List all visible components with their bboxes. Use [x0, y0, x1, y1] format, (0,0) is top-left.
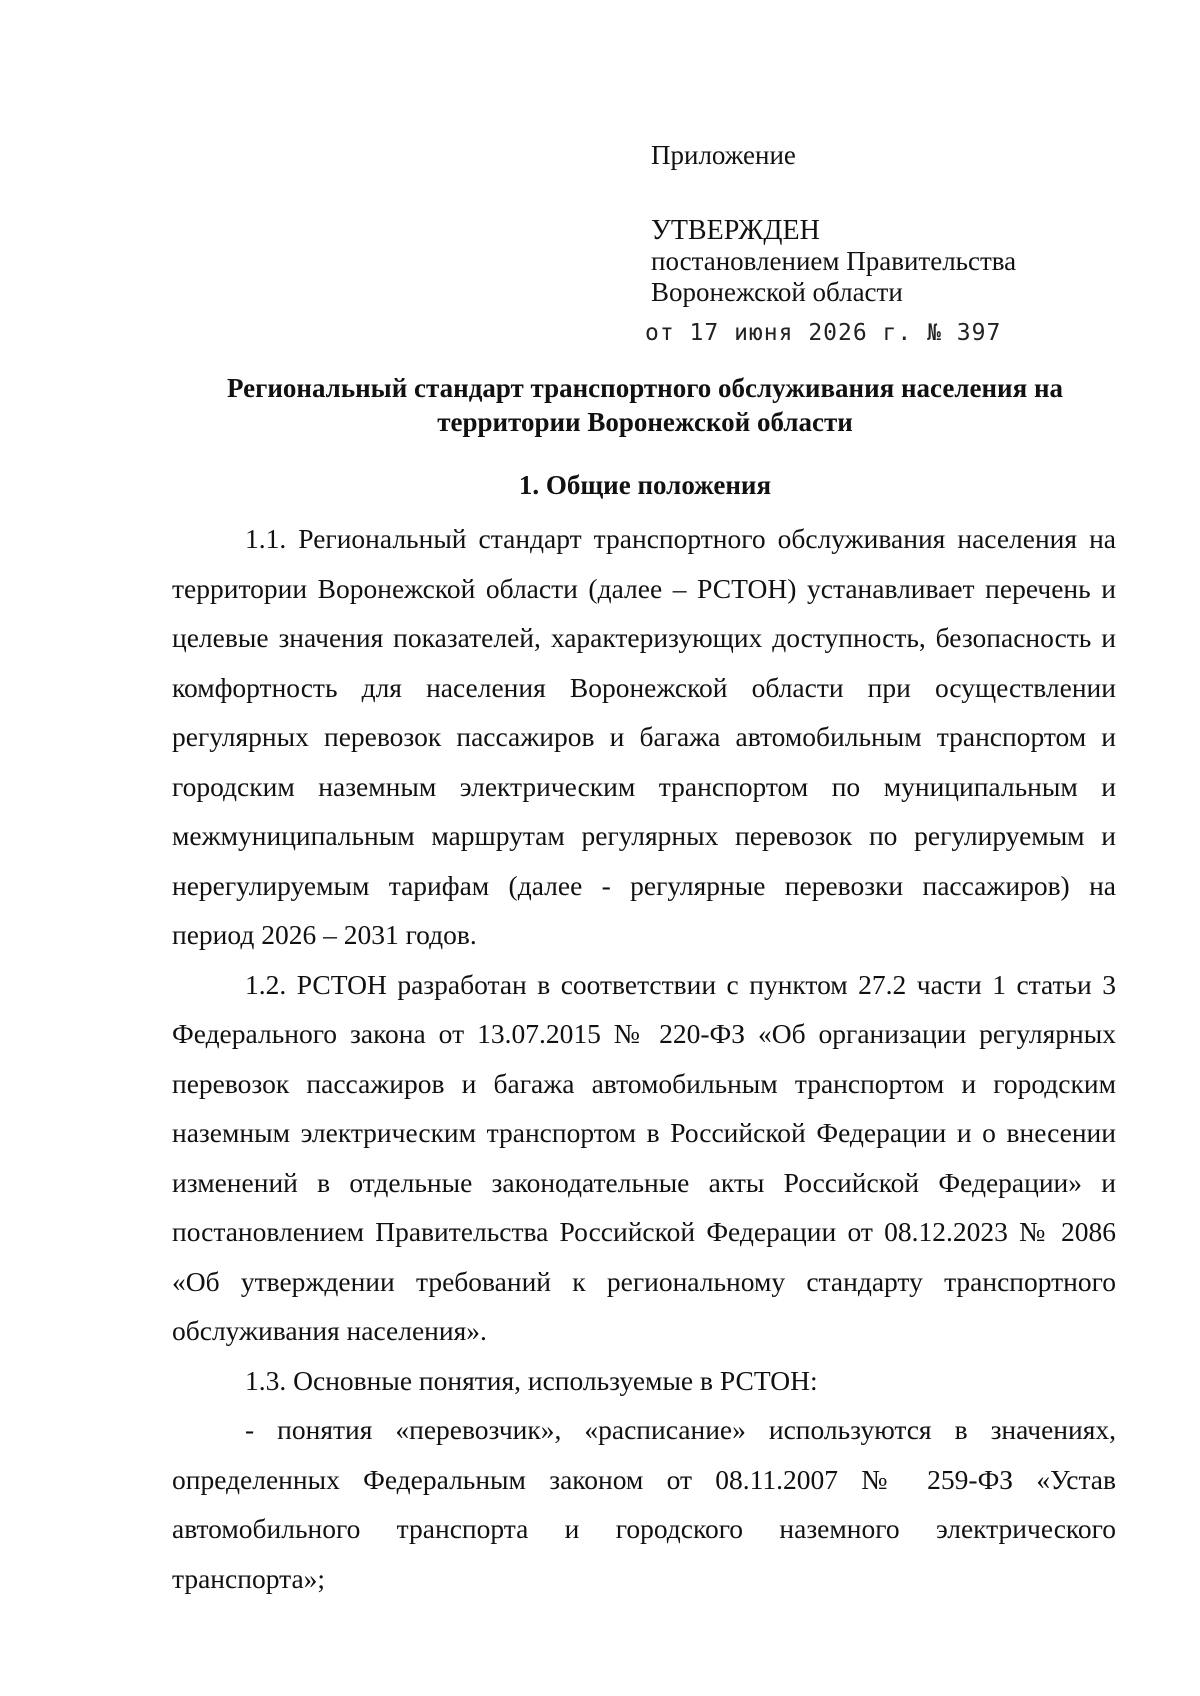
decree-date-number: от 17 июня 2026 г. № 397 [645, 320, 1002, 346]
paragraph-1-3: 1.3. Основные понятия, используемые в РСТОН: [245, 1364, 818, 1396]
approval-line-2: Воронежской области [651, 277, 903, 307]
approved-label: УТВЕРЖДЕН [651, 215, 820, 246]
appendix-label: Приложение [651, 140, 796, 170]
paragraph-definitions: - понятия «перевозчик», «расписание» используются в значениях, определенных Федеральным законом от 08.11.2007 № 259-ФЗ «Устав автомобильного транспорта и городского наземного электрического транспорта»; [172, 1414, 1116, 1594]
paragraph-1-2: 1.2. РСТОН разработан в соответствии с пунктом 27.2 части 1 статьи 3 Федерального закона от 13.07.2015 № 220-ФЗ «Об организации регулярных перевозок пассажиров и багажа автомобильным транспортом и городским наземным электрическим транспортом в Российской Федерации и о внесении изменений в отдельные законодательные акты Российской Федерации» и постановлением Правительства Российской Федерации от 08.12.2023 № 2086 «Об утверждении требований к региональному стандарту транспортного обслуживания населения». [172, 968, 1116, 1346]
document-title: Региональный стандарт транспортного обслуживания населения на территории Воронежской области [226, 373, 1064, 437]
approval-line-1: постановлением Правительства [651, 246, 1017, 276]
section-heading: 1. Общие положения [518, 470, 772, 500]
document-body [172, 514, 1116, 1603]
paragraph-1-1: 1.1. Региональный стандарт транспортного обслуживания населения на территории Воронежской области (далее – РСТОН) устанавливает перечень и целевые значения показателей, характеризующих доступность, безопасность и комфортность для населения Воронежской области при осуществлении регулярных перевозок пассажиров и багажа автомобильным транспортом и городским наземным электрическим транспортом по муниципальным и межмуниципальным маршрутам регулярных перевозок по регулируемым и нерегулируемым тарифам (далее - регулярные перевозки пассажиров) на период 2026 – 2031 годов. [172, 523, 1116, 950]
approval-block [645, 140, 1017, 349]
